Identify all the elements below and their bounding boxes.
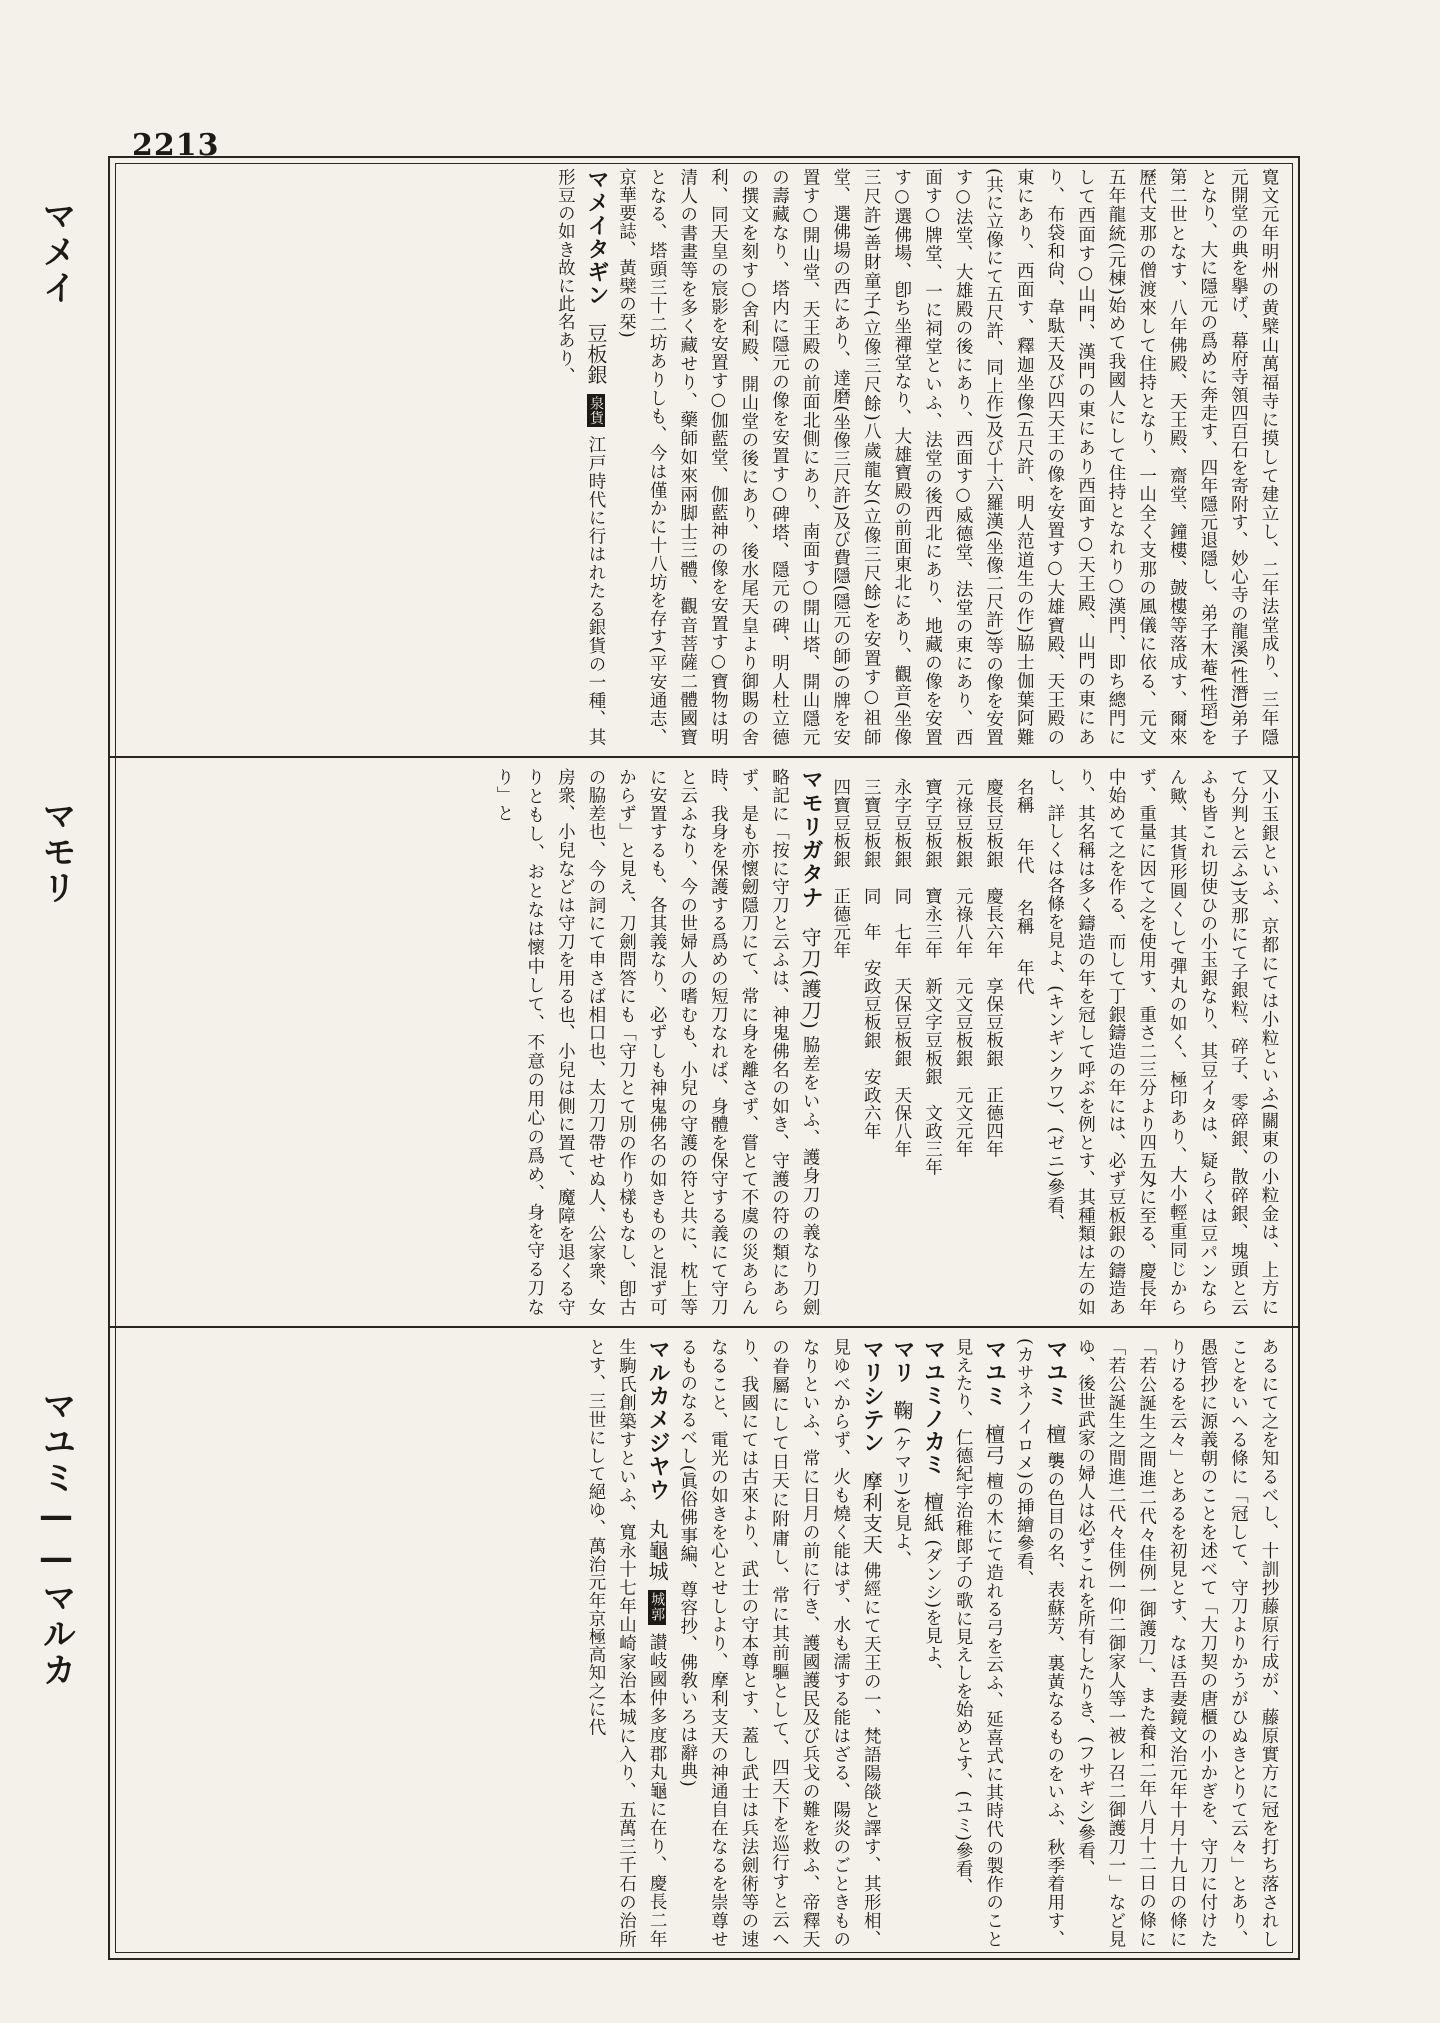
table-cell: 安政六年 — [861, 1067, 882, 1141]
table-header — [1009, 778, 1040, 1176]
section-label: マメイ — [36, 198, 76, 306]
table-cell: 元祿豆板銀 — [953, 778, 974, 869]
header-cell: 名稱 — [1014, 898, 1035, 936]
entry-gloss: 丸龜城 — [645, 1518, 670, 1582]
entry — [1009, 1338, 1070, 1948]
paragraph: あるにて之を知るべし、十訓抄藤原行成が、藤原實方に冠を打ち落されしことをいへる條に「冠して、守刀よりかうがひぬきとりて云々」とあり、愚管抄に源義朝のことを述べて「大刀契の唐櫃の小かぎを、守刀に付けたりけるを云々」とあるを初見とす、なほ吾妻鏡文治元年十月十九日の條に「若公誕生之間進二代々佳例一御護刀」、また養和二年八月十二日の條に「若公誕生之間進二代々佳例一仰二御家人等一被レ召二御護刀一」など見ゆ、後世武家の婦人は必ずこれを所有したりき、(フサギシ)參看、 — [1075, 1338, 1279, 1948]
entry — [580, 1338, 672, 1948]
header-cell: 名稱 — [1014, 778, 1035, 815]
header-cell: 年代 — [1014, 838, 1035, 875]
section-text — [124, 168, 1284, 746]
entry-gloss: 檀紙 — [920, 1492, 945, 1534]
table-cell: 寶永三年 — [922, 886, 943, 960]
entry-headword: マルカメジヤウ — [645, 1338, 671, 1503]
table-cell: 同 七年 — [891, 886, 912, 960]
table-cell: 慶長六年 — [983, 886, 1004, 960]
table-cell: 新文字豆板銀 — [922, 977, 943, 1086]
entry — [947, 1338, 1008, 1948]
section-top — [36, 158, 1298, 758]
table-cell: 元祿八年 — [953, 886, 974, 960]
table-row — [856, 778, 887, 1176]
entry-headword: マユミ — [1042, 1338, 1068, 1408]
table-row — [886, 778, 917, 1176]
table-cell: 同 年 — [861, 886, 882, 941]
entry-headword: マリ — [889, 1338, 915, 1384]
entry — [550, 168, 611, 746]
section-middle — [36, 758, 1298, 1328]
entry — [886, 1338, 917, 1948]
category-badge: 城郭 — [649, 1592, 666, 1623]
entry-text: 襲の色目の名、表蘇芳、裏黃なるものをいふ、秋季着用す、(カサネノイロメ)の挿繪參看、 — [1014, 1338, 1065, 1948]
section-text — [124, 1338, 1284, 1948]
entry-text: 檀の木にて造れる弓を云ふ、延喜式に其時代の製作のこと見えたり、仁德紀宇治稚郞子の歌に見えしを始めとす、(ユミ)參看、 — [953, 1338, 1004, 1948]
entry-headword: マリシテン — [859, 1338, 885, 1455]
table-cell: 寶字豆板銀 — [922, 778, 943, 869]
table-row — [917, 778, 948, 1176]
section-label: マモリ — [36, 798, 76, 906]
entry-gloss: 鞠 — [889, 1400, 914, 1421]
entry-gloss: 檀 — [1042, 1424, 1067, 1446]
table-cell: 元文豆板銀 — [953, 977, 974, 1068]
entry-text: (ケマリ)を見よ、 — [891, 1426, 912, 1569]
table-cell: 安政豆板銀 — [861, 959, 882, 1050]
table-row — [947, 778, 978, 1176]
entry-gloss: 摩利支天 — [859, 1471, 884, 1555]
table-cell: 元文元年 — [953, 1085, 974, 1159]
entry-text: 江戸時代に行はれたる銀貨の一種、其形豆の如き故に此名あり、 — [555, 168, 606, 746]
table-cell: 享保豆板銀 — [983, 977, 1004, 1068]
paragraph: 又小玉銀といふ、京都にては小粒といふ(關東の小粒金は、上方にて分判と云ふ)支那にて子銀粒、碎子、零碎銀、散碎銀、塊頭と云ふも皆これ切使ひの小玉銀なり、其豆イタは、疑らくは豆パンならん歟、其貨形圓くして彈丸の如く、極印あり、大小輕重同じからず、重量に因て之を使用す、重さ二三分より四五匁に至る、慶長年中始めて之を作る、而して丁銀鑄造の年には、必ず豆板銀の鑄造あり、其名稱は多く鑄造の年を冠して呼ぶを例とす、其種類は左の如し、詳しくは各條を見よ、(キンギンクワ)、(ゼニ)參看、 — [1044, 768, 1279, 1316]
table-cell: 慶長豆板銀 — [983, 778, 1004, 869]
table-cell: 文政三年 — [922, 1103, 943, 1177]
table-cell: 四寶豆板銀 — [830, 778, 851, 869]
entry-text: (ダンシ)を見よ、 — [922, 1539, 943, 1682]
entry — [489, 768, 826, 1316]
entry-headword: マメイタギン — [583, 168, 609, 307]
entry-text: 佛經にて天王の一、梵語陽燄と譯す、其形相、見ゆべからず、火も燒く能はず、水も濡する能はざる、陽炎のごときものなりといふ、常に日月の前に行き、護國護民及び兵戈の難を救ふ、帝釋天の眷屬にして日天に附庸し、常に其前驅として、四天下を巡行すと云へり、我國にては古來より、武士の守本尊とす、蓋し武士は兵法劍術等の速なること、電光の如きを心とせしより、摩利支天の神通自在なるを崇尊せるものなるべし(眞俗佛事編、尊容抄、佛敎いろは辭典) — [677, 1338, 882, 1948]
paragraph: 寛文元年明州の黄檗山萬福寺に摸して建立し、二年法堂成り、三年隱元開堂の典を擧げ、幕府寺領四百石を寄附す、妙心寺の龍溪(性潛)弟子となり、大に隱元の爲めに奔走す、四年隱元退隱し、弟子木菴(性瑫)を第二世となす、八年佛殿、天王殿、齋堂、鐘樓、皷樓等落成す、爾來歷代支那の僧渡來して住持となり、一山全く支那の風儀に依る、元文五年龍統(元棟)始めて我國人にして住持となれり○漢門、即ち總門にして西面す○山門、漢門の東にあり西面す○天王殿、山門の東にあり、布袋和尙、韋駄天及び四天王の像を安置す○大雄寶殿、天王殿の東にあり、西面す、釋迦坐像(五尺許、明人范道生の作)脇士伽葉阿難(共に立像にて五尺許、同上作)及び十六羅漢(坐像二尺許)等の像を安置す○法堂、大雄殿の後にあり、西面す○威德堂、法堂の東にあり、西面す○牌堂、一に祠堂といふ、法堂の後西北にあり、地藏の像を安置す○選佛場、卽ち坐禪堂なり、大雄寶殿の前面東北にあり、觀音(坐像三尺許)善財童子(立像三尺餘)八歲龍女(立像三尺餘)を安置す○祖師堂、選佛場の西にあり、達磨(坐像三尺許)及び費隱(隱元の師)の牌を安置す○開山堂、天王殿の前面北側にあり、南面す○開山塔、開山隱元の壽藏なり、塔内に隱元の像を安置す○碑塔、隱元の碑、明人杜立德の撰文を刻す○舍利殿、開山堂の後にあり、後水尾天皇より御賜の舍利、同天皇の宸影を安置す○伽藍堂、伽藍神の像を安置す○寶物は明清人の書畫等を多く藏せり、藥師如來兩脚士三體、觀音菩薩二體國寶となる、塔頭三十二坊ありしも、今は僅かに十八坊を存す(平安通志、京華要誌、黃檗の栞) — [616, 168, 1279, 746]
entry — [917, 1338, 948, 1948]
table-row — [825, 778, 856, 1176]
entry-text: 讃岐國仲多度郡丸龜に在り、慶長二年生駒氏創築すといふ、寬永十七年山崎家治本城に入り、五萬三千石の治所とす、三世にして絕ゆ、萬治元年京極高知之に代 — [585, 1338, 668, 1948]
table-cell: 正德元年 — [830, 886, 851, 960]
entry-gloss: 豆板銀 — [583, 323, 608, 386]
coin-table — [825, 778, 1039, 1176]
table-cell: 三寶豆板銀 — [861, 778, 882, 869]
entry-headword: マユミ — [981, 1338, 1007, 1408]
table-row — [978, 778, 1009, 1176]
entry-headword: マモリガタナ — [798, 768, 824, 910]
page-frame — [36, 156, 1300, 1960]
entry-text: 脇差をいふ、護身刀の義なり刀劍略記に「按に守刀と云ふは、神鬼佛名の如き、守護の符の類にあらず、是も亦懷劒隱刀にて、常に身を離さず、嘗とて不虞の災あらん時、我身を保護する爲めの短刀なれば、身體を保守する義にて守刀と云ふなり、今の世婦人の嗜むも、小兒の守護の符と共に、枕上等に安置するも、各其義なり、必ずしも神鬼佛名の如きものと混ず可からず」と見え、刀劍問答にも「守刀とて別の作り樣もなし、卽古の脇差也、今の詞にて申さば相口也、太刀刀帶せぬ人、公家衆、女房衆、小兒などは守刀を用る也、小兒は側に置て、魔障を退くる守りともし、おとなは懷中して、不意の用心の爲め、身を守る刀なり」と — [494, 768, 821, 1316]
page-number: 2213 — [132, 128, 220, 163]
table-cell: 天保豆板銀 — [891, 977, 912, 1068]
entry-gloss: 守刀(護刀) — [798, 926, 823, 1029]
section-label: マユミ——マルカ — [36, 1388, 76, 1688]
section-text — [124, 768, 1284, 1316]
entry — [672, 1338, 886, 1948]
table-cell: 正德四年 — [983, 1085, 1004, 1159]
table-cell: 永字豆板銀 — [891, 778, 912, 869]
table-cell: 天保八年 — [891, 1085, 912, 1159]
section-bottom — [36, 1328, 1298, 1958]
entry-headword: マユミノカミ — [920, 1338, 946, 1476]
category-badge: 泉貨 — [587, 395, 604, 426]
header-cell: 年代 — [1014, 959, 1035, 996]
entry-gloss: 檀弓 — [981, 1424, 1006, 1466]
